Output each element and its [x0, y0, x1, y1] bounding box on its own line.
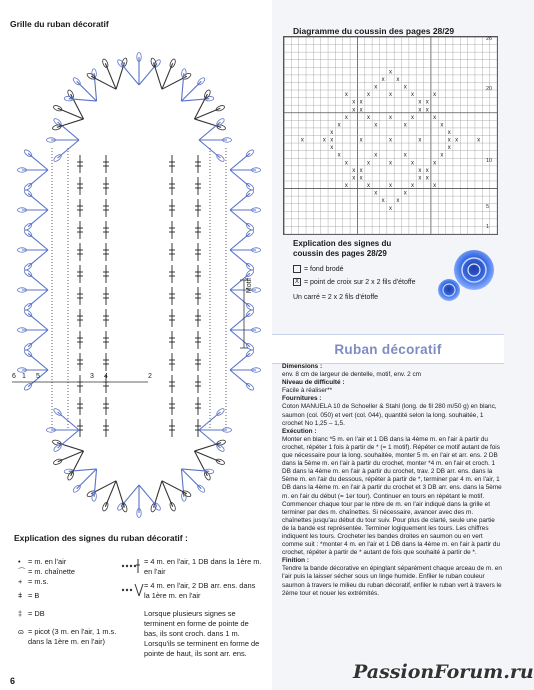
cross-stitch-mark: x	[403, 84, 407, 91]
diagram-grid	[284, 37, 497, 234]
cross-stitch-mark: x	[425, 167, 429, 174]
legend-item: ǂ = B	[18, 591, 40, 600]
cross-stitch-mark: x	[425, 107, 429, 114]
cross-stitch-mark: x	[389, 205, 392, 212]
supplies-text: Coton MANUELA 10 de Schoeller & Stahl (long. de fil 280 m/50 g) en blanc, saumon (col. 050) et vert (col. 044), quantité selon la long. souhaitée, 1 crochet No 1,25 – 1,5.	[282, 403, 497, 427]
legend-cross-row: X = point de croix sur 2 x 2 fils d'étoffe	[294, 279, 416, 286]
cross-stitch-mark: x	[418, 107, 422, 114]
section-banner	[272, 334, 504, 364]
cross-stitch-mark: x	[337, 122, 341, 129]
cross-stitch-mark: x	[433, 114, 437, 121]
cross-stitch-mark: x	[366, 160, 370, 167]
legend-item: ‡ = DB	[18, 609, 45, 618]
cross-stitch-mark: x	[411, 183, 415, 190]
legend-item: • = m. en l'air	[18, 557, 67, 566]
cross-stitch-mark: x	[344, 114, 348, 121]
cross-square-icon: X	[294, 279, 299, 286]
cross-stitch-mark: x	[374, 190, 378, 197]
cross-stitch-mark: x	[344, 160, 348, 167]
cross-stitch-mark: x	[322, 137, 326, 144]
article-text	[282, 363, 502, 598]
cross-stitch-mark: x	[418, 137, 422, 144]
cross-stitch-mark: x	[447, 145, 451, 152]
picot-icon: ɷ	[18, 627, 24, 636]
cross-stitch-mark: x	[381, 198, 385, 205]
cross-stitch-mark: x	[389, 69, 392, 76]
row-number: 26	[486, 36, 493, 42]
cross-stitch-mark: x	[403, 190, 407, 197]
cross-stitch-mark: x	[359, 137, 363, 144]
cross-stitch-mark: x	[344, 92, 348, 99]
cross-stitch-mark: x	[433, 92, 437, 99]
cross-stitch-mark: x	[425, 99, 429, 106]
cross-stitch-mark: x	[352, 99, 356, 106]
cross-stitch-mark: x	[352, 175, 356, 182]
cross-stitch-mark: x	[344, 183, 348, 190]
row-label: 3	[90, 373, 94, 380]
cross-stitch-mark: x	[366, 92, 370, 99]
cross-stitch-mark: x	[352, 167, 356, 174]
cross-stitch-mark: x	[418, 175, 422, 182]
cross-stitch-mark: x	[330, 130, 334, 136]
cross-stitch-mark: x	[425, 175, 429, 182]
legend-empty-row: = fond brodé	[293, 265, 344, 274]
cross-stitch-mark: x	[411, 160, 415, 167]
legend-note: Lorsque plusieurs signes se terminent en forme de pointe de bas, ils sont croch. dans 1 m. Lorsqu'ils se terminent en forme de pointe de haut, ils sont arr. ens.	[144, 609, 260, 658]
cross-stitch-mark: x	[359, 167, 363, 174]
row-number: 10	[486, 158, 493, 164]
crochet-legend-title: Explication des signes du ruban décoratif :	[14, 533, 188, 543]
row-number: 1	[486, 224, 490, 230]
cross-stitch-mark: x	[352, 107, 356, 114]
cross-stitch-mark: x	[374, 84, 378, 91]
row-number: 5	[486, 204, 490, 210]
cross-stitch-mark: x	[440, 152, 444, 159]
supplies-label: Fournitures :	[282, 395, 322, 403]
execution-label: Exécution :	[282, 427, 317, 435]
empty-square-icon	[293, 265, 301, 273]
cross-stitch-mark: x	[359, 175, 363, 182]
treble-crochet-icon: ‡	[18, 609, 23, 618]
motif-label: Motif	[246, 277, 254, 294]
crochet-chart	[8, 30, 270, 530]
row-number: 20	[486, 86, 493, 92]
diagram-title: Diagramme du coussin des pages 28/29	[293, 26, 455, 36]
cross-stitch-mark: x	[330, 145, 334, 152]
dimensions-text: env. 8 cm de largeur de dentelle, motif, env. 2 cm	[282, 371, 422, 379]
watermark: PassionForum.ru	[353, 661, 534, 683]
row-label: 4	[104, 373, 108, 380]
cross-stitch-mark: x	[403, 152, 407, 159]
legend-item: + = m.s.	[18, 577, 49, 586]
cross-stitch-mark: x	[359, 107, 363, 114]
cross-stitch-mark: x	[389, 137, 392, 144]
finishing-text: Tendre la bande décorative en épinglant séparément chaque arceau de m. en l'air puis la laisser sécher sous un linge humide. Enfiler le ruban couleur saumon à travers le milieu du ruban décoratif, enfiler le ruban vert à travers le 2ème tour et nouer les extrémités.	[282, 565, 502, 597]
difficulty-label: Niveau de difficulté :	[282, 379, 345, 387]
cross-stitch-mark: x	[300, 137, 304, 144]
difficulty-text: Facile à réaliser**	[282, 387, 333, 395]
slip-stitch-icon: ⌒	[18, 567, 26, 576]
cross-stitch-mark: x	[381, 76, 385, 83]
row-label: 2	[148, 373, 152, 380]
execution-text: Monter en blanc *5 m. en l'air et 1 DB dans la 4ème m. en l'air à partir du crochet, répéter 1 fois à partir de * (= 1 motif). Répéter ce motif autant de fois que nécessaire pour la long. souhaitée, monter 5 m. en l'air et arr. ens. 2 DB dans la 5ème m. en l'air à partir du crochet, monter *4 m. en l'air et croch. 1 DB dans la 4ème m. en l'air à partir du crochet, trav. 2 DB arr. ens. dans la 5ème m. en l'air du dessous, répéter à partir de *, terminer par 4 m. en l'air, 1 DB dans la 4ème m. en l'air à partir du crochet et 3 DB arr. ens. dans la 5ème m. en l'air du début (= 1er tour). Continuer en tours en répétant le motif. Commencer chaque tour par le nbre de m. en l'air indiqué dans la grille et terminer par des m. chaînettes. Si nécessaire, avancer avec des m. chaînettes jusqu'au début du tour suiv. Pour plus de clarté, seule une partie de la bande est représentée. Terminer logiquement les tours. Les chiffres indiquent les tours. Crocheter les bandes droites en saumon ou en vert comme suit : *monter 4 m. en l'air et 1 DB dans la 4ème m. en l'air à partir du crochet, répéter à partir de * autant de fois que souhaité à partir de *.	[282, 435, 502, 557]
cross-stitch-mark: x	[411, 92, 415, 99]
cross-stitch-mark: x	[389, 114, 392, 121]
section-title: Ruban décoratif	[334, 342, 442, 357]
cross-stitch-mark: x	[366, 114, 370, 121]
chain-dc-icon	[120, 557, 144, 575]
row-label: 5	[36, 373, 40, 380]
cross-stitch-mark: x	[389, 160, 392, 167]
diagram-row-numbers	[483, 36, 507, 236]
cross-stitch-mark: x	[447, 137, 451, 144]
cross-stitch-mark: x	[396, 198, 400, 205]
blue-rose-icon	[436, 248, 502, 306]
cross-stitch-mark: x	[366, 183, 370, 190]
finishing-label: Finition :	[282, 557, 309, 565]
page-number: 6	[10, 676, 16, 686]
cross-stitch-mark: x	[455, 137, 459, 144]
cross-stitch-mark: x	[403, 122, 407, 129]
cross-stitch-mark: x	[374, 122, 378, 129]
crochet-title: Grille du ruban décoratif	[10, 19, 109, 29]
legend-item: ⌒ = m. chaînette	[18, 567, 76, 576]
legend-item: = 4 m. en l'air, 2 DB arr. ens. dans la 1ère m. en l'air	[120, 581, 262, 601]
cross-stitch-mark: x	[447, 130, 451, 136]
cross-stitch-mark: x	[396, 76, 400, 83]
cross-stitch-mark: x	[433, 160, 437, 167]
cross-stitch-mark: x	[433, 183, 437, 190]
cross-stitch-mark: x	[477, 137, 481, 144]
crochet-legend-left	[18, 557, 118, 647]
legend-item: ɷ = picot (3 m. en l'air, 1 m.s. dans la 1ère m. en l'air)	[18, 627, 117, 646]
chain-dc-cluster-icon	[120, 581, 144, 599]
single-crochet-icon: +	[18, 577, 23, 586]
dimensions-label: Dimensions :	[282, 363, 323, 370]
cross-stitch-mark: x	[330, 137, 334, 144]
cross-stitch-mark: x	[418, 99, 422, 106]
cross-stitch-mark: x	[389, 183, 392, 190]
cross-stitch-mark: x	[337, 152, 341, 159]
row-label: 6	[12, 373, 16, 380]
cross-stitch-mark: x	[389, 92, 392, 99]
row-label: 1	[22, 373, 26, 380]
cross-stitch-mark: x	[418, 167, 422, 174]
legend-square-size: Un carré = 2 x 2 fils d'étoffe	[293, 294, 379, 301]
legend-item: = 4 m. en l'air, 1 DB dans la 1ère m. en l'air	[120, 557, 262, 577]
cross-stitch-diagram	[283, 36, 498, 235]
double-crochet-icon: ǂ	[18, 591, 23, 600]
diagram-legend-title: Explication des signes du coussin des pages 28/29	[293, 239, 392, 258]
cross-stitch-mark: x	[411, 114, 415, 121]
cross-stitch-mark: x	[359, 99, 363, 106]
crochet-legend-right	[120, 557, 262, 659]
cross-stitch-mark: x	[374, 152, 378, 159]
cross-stitch-mark: x	[440, 122, 444, 129]
chain-icon: •	[18, 557, 21, 566]
